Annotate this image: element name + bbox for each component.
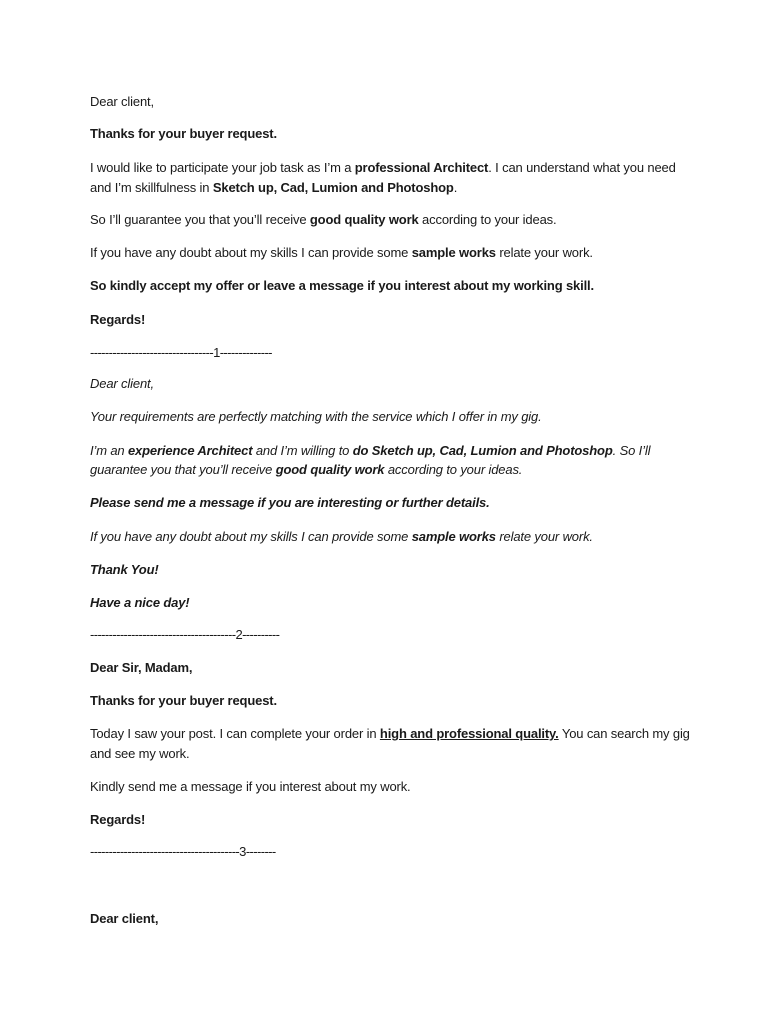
separator-1 [90,344,272,362]
text-run: So I’ll guarantee you that you’ll receive [90,212,310,227]
separator-dashes: -------------- [219,345,272,360]
text-run-bold-underlined: high and professional quality. [379,726,559,741]
separator-2 [90,626,279,644]
letter2-closing: Have a nice day! [90,595,190,610]
text-run-bold: good quality work [275,462,385,477]
text-run-bold: Sketch up, Cad, Lumion and Photoshop [212,180,454,195]
text-run: You can search my gig [558,726,690,741]
text-run: I would like to participate your job task as I’m a [90,160,355,175]
letter2-thanks: Thank You! [90,562,159,577]
text-run: relate your work. [495,245,593,260]
separator-dashes: -------- [245,844,276,859]
letter1-paragraph1-line2 [90,179,457,197]
text-run-bold: professional Architect [354,160,489,175]
letter3-paragraph1-line1 [90,725,690,743]
text-run-bold: do Sketch up, Cad, Lumion and Photoshop [352,443,613,458]
letter2-paragraph1: Your requirements are perfectly matching with the service which I offer in my gig. [90,409,542,424]
separator-number: 3 [239,844,246,859]
letter1-greeting: Dear client, [90,94,154,109]
text-run: . [453,180,458,195]
letter2-paragraph2-line2 [90,461,522,479]
letter1-closing: Regards! [90,312,146,327]
text-run: and I’m skillfulness in [90,180,213,195]
text-run-bold: sample works [411,245,496,260]
letter3-closing: Regards! [90,812,146,827]
text-run-bold: sample works [411,529,496,544]
text-run: . I can understand what you need [488,160,676,175]
text-run: If you have any doubt about my skills I can provide some [90,529,412,544]
separator-dashes: --------------------------------- [90,345,214,360]
letter3-paragraph1-line2: and see my work. [90,746,190,761]
letter4-greeting: Dear client, [90,911,159,926]
text-run: relate your work. [495,529,593,544]
letter2-paragraph4 [90,528,593,546]
letter3-thanks: Thanks for your buyer request. [90,693,277,708]
text-run: . So I’ll [612,443,651,458]
letter1-paragraph4: So kindly accept my offer or leave a message if you interest about my working skill. [90,278,594,293]
separator-number: 1 [213,345,220,360]
text-run: If you have any doubt about my skills I can provide some [90,245,412,260]
letter2-greeting: Dear client, [90,376,154,391]
text-run-bold: good quality work [309,212,419,227]
letter2-paragraph2-line1 [90,442,650,460]
separator-dashes: ---------- [242,627,280,642]
separator-3 [90,843,276,861]
letter1-paragraph3 [90,244,593,262]
letter1-paragraph2 [90,211,556,229]
text-run: according to your ideas. [418,212,557,227]
text-run: and I’m willing to [252,443,353,458]
letter1-thanks: Thanks for your buyer request. [90,126,277,141]
letter1-paragraph1-line1 [90,159,676,177]
letter2-paragraph3: Please send me a message if you are interesting or further details. [90,495,490,510]
text-run: guarantee you that you’ll receive [90,462,276,477]
text-run: I’m an [90,443,128,458]
letter3-greeting: Dear Sir, Madam, [90,660,193,675]
separator-dashes: ---------------------------------------- [90,844,240,859]
text-run: Today I saw your post. I can complete your order in [90,726,380,741]
text-run-bold: experience Architect [127,443,253,458]
separator-dashes: --------------------------------------- [90,627,236,642]
separator-number: 2 [235,627,243,642]
text-run: according to your ideas. [384,462,523,477]
letter3-paragraph2: Kindly send me a message if you interest about my work. [90,779,411,794]
